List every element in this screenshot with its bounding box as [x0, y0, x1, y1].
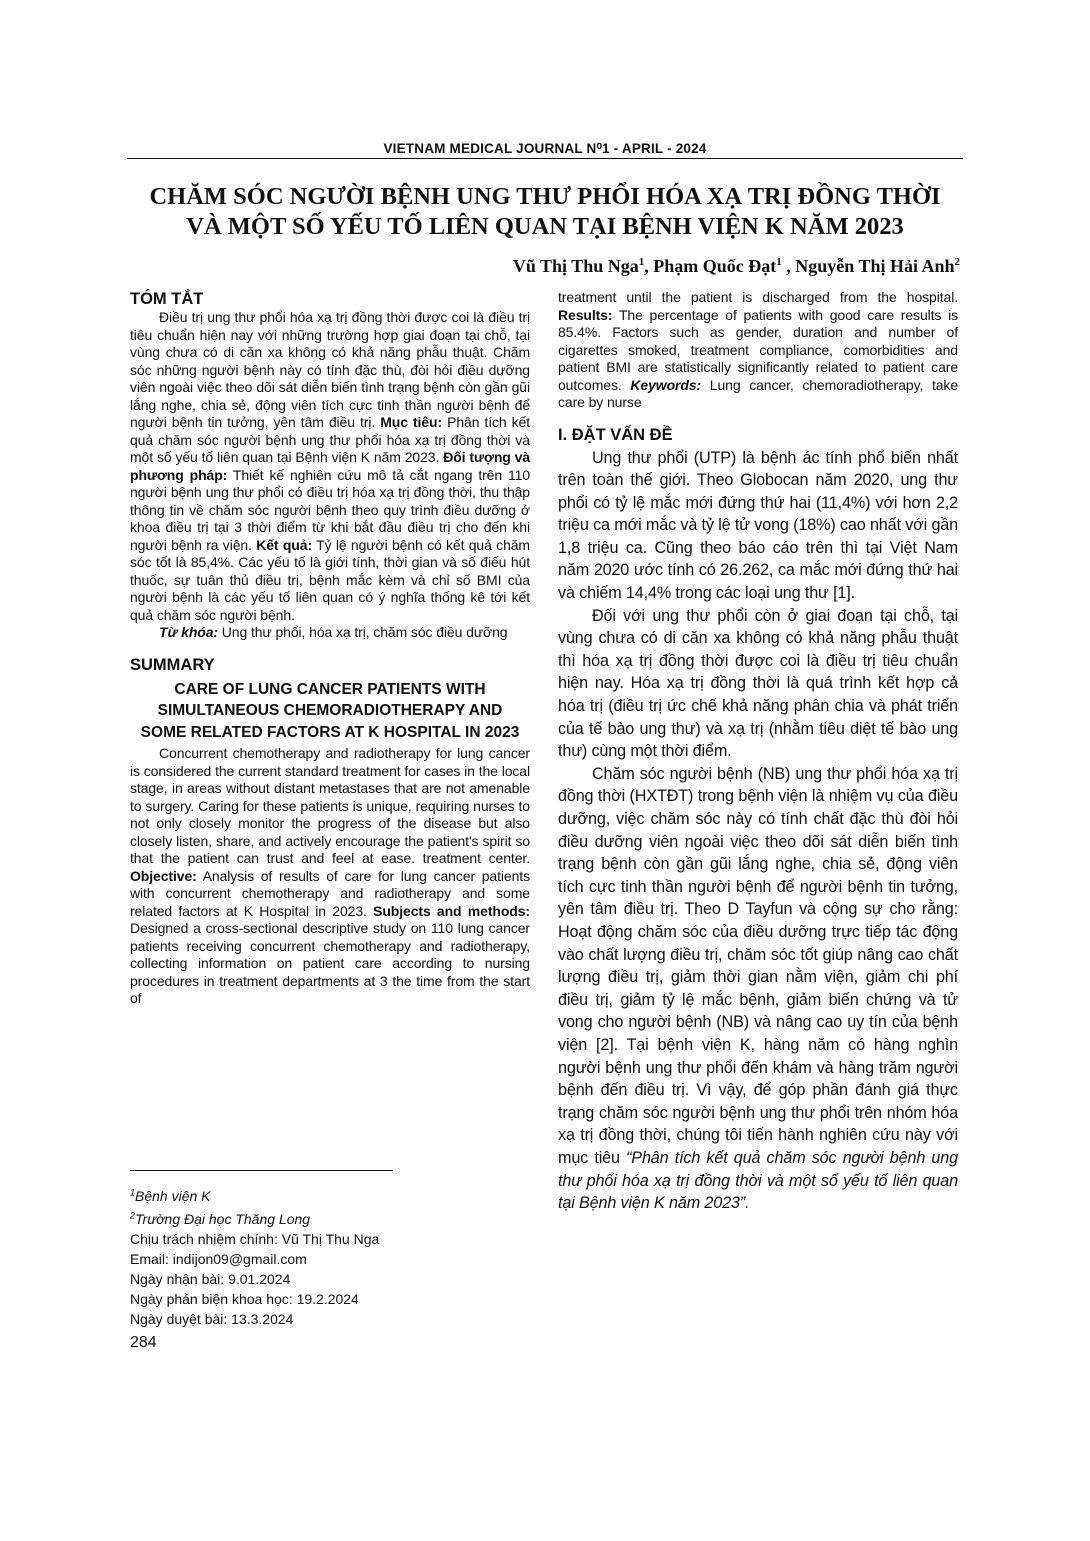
- summary-results-label: Results:: [558, 306, 613, 323]
- study-objective-quote: “Phân tích kết quả chăm sóc người bệnh ung thư phổi hóa xạ trị đồng thời và một số yếu tố liên quan tại Bệnh viện K năm 2023”.: [558, 1148, 958, 1213]
- page-number: 284: [130, 1334, 157, 1351]
- author-affiliation: 2: [954, 256, 960, 268]
- summary-methods-label: Subjects and methods:: [373, 902, 530, 919]
- keywords-vi: [130, 624, 530, 642]
- journal-header: VIETNAM MEDICAL JOURNAL N⁰1 - APRIL - 2024: [383, 141, 707, 156]
- title-line-2: VÀ MỘT SỐ YẾU TỐ LIÊN QUAN TẠI BỆNH VIỆN K NĂM 2023: [186, 213, 904, 240]
- footnote-received: Ngày nhận bài: 9.01.2024: [130, 1271, 291, 1288]
- objective-text: Phân tích kết quả chăm sóc người bệnh ung thư phổi hóa xạ trị đồng thời và một số yếu tố liên quan tại Bệnh viện K năm 2023.: [130, 414, 531, 465]
- author-name: Nguyễn Thị Hải Anh: [795, 256, 955, 276]
- abstract-vi-body: [130, 309, 530, 624]
- summary-keywords-label: Keywords:: [630, 376, 702, 393]
- summary-objective-label: Objective:: [130, 867, 197, 884]
- results-text: Tỷ lệ người bệnh có kết quả chăm sóc tốt là 85,4%. Các yếu tố là giới tính, thời gian và số điếu hút thuốc, sự tuân thủ điều trị, bệnh mắc kèm và chỉ số BMI của người bệnh là các yếu tố liên quan có ý nghĩa thống kê tới kết quả chăm sóc người bệnh.: [130, 536, 530, 623]
- title-line-1: CHĂM SÓC NGƯỜI BỆNH UNG THƯ PHỔI HÓA XẠ TRỊ ĐỒNG THỜI: [149, 183, 941, 210]
- footnote-reviewed: Ngày phản biện khoa học: 19.2.2024: [130, 1291, 359, 1308]
- footnote-affiliation-1: $^1$Bệnh viện K: [130, 1187, 211, 1204]
- header-rule: [127, 158, 963, 159]
- author-list: Vũ Thị Thu Nga$^1$, Phạm Quốc Đạt$^1$ , Nguyễn Thị Hải Anh$^2$: [512, 256, 960, 276]
- footnote-affiliation-2: $^2$Trường Đại học Thăng Long: [130, 1210, 311, 1228]
- results-label: Kết quả:: [256, 536, 313, 553]
- summary-results-text: The percentage of patients with good care results is 85.4%. Factors such as gender, duration and number of cigarettes smoked, treatment compliance, comorbidities and patient BMI are statistically significantly related to patient care outcomes.: [558, 306, 958, 393]
- intro-paragraph-2: Đối với ung thư phổi còn ở giai đoạn tại chỗ, tại vùng chưa có di căn xa không có khả năng phẫu thuật thì hóa xạ trị đồng thời được coi là điều trị tiêu chuẩn hiện nay. Hóa xạ trị đồng thời là quá trình kết hợp cả hóa trị (điều trị ức chế khả năng phân chia và phát triển của tế bào ung thư) và xạ trị (nhằm tiêu diệt tế bào ung thư) cùng một thời điểm.: [558, 606, 958, 761]
- summary-methods-continued: treatment until the patient is discharged from the hospital.: [558, 289, 958, 305]
- methods-text: Thiết kế nghiên cứu mô tả cắt ngang trên 110 người bệnh ung thư phổi có điều trị hóa xạ trị đồng thời, thu thập thông tin về chăm sóc người bệnh theo quy trình điều dưỡng ở khoa điều trị tại 3 thời điểm từ khi bắt đầu điều trị cho đến khi người bệnh ra viện.: [130, 466, 530, 553]
- author-name: Phạm Quốc Đạt: [653, 256, 777, 276]
- author-affiliation: 1: [776, 256, 782, 268]
- summary-body-right: [558, 289, 958, 412]
- keywords-vi-label: Từ khóa:: [159, 624, 218, 640]
- keywords-vi-text: Ung thư phổi, hóa xạ trị, chăm sóc điều dưỡng: [221, 624, 508, 640]
- intro-paragraph-3-text: Chăm sóc người bệnh (NB) ung thư phổi hóa xạ trị đồng thời (HXTĐT) trong bệnh viện là nhiệm vụ của điều dưỡng, việc chăm sóc này có tính chất đặc thù đòi hỏi điều dưỡng viên ngoài việc theo dõi sát diễn biến tình trạng bệnh còn gần gũi lắng nghe, chia sẻ, động viên tích cực tinh thần người bệnh để người bệnh tin tưởng, yên tâm điều trị. Theo D Tayfun và cộng sự cho rằng: Hoạt động chăm sóc của điều dưỡng trực tiếp tác động vào chất lượng điều trị, chăm sóc tốt giúp nâng cao chất lượng điều trị, giảm thời gian nằm viện, giảm chi phí điều trị, giảm tỷ lệ mắc bệnh, giảm biến chứng và tử vong cho người bệnh (NB) và nâng cao uy tín của bệnh viện [2]. Tại bệnh viện K, hàng năm có hàng nghìn người bệnh ung thư phổi đến khám và hàng trăm người bệnh đến điều trị. Vì vậy, để góp phần đánh giá thực trạng chăm sóc người bệnh ung thư phổi trên nhóm hóa xạ trị đồng thời, chúng tôi tiến hành nghiên cứu này với mục tiêu: [558, 764, 958, 1167]
- footnote-corresponding: Chịu trách nhiệm chính: Vũ Thị Thu Nga: [130, 1231, 380, 1248]
- footnote-rule: [130, 1170, 393, 1171]
- intro-paragraph-1: Ung thư phổi (UTP) là bệnh ác tính phổ biến nhất trên toàn thế giới. Theo Globocan năm 2020, ung thư phổi có tỷ lệ mắc mới đứng thứ hai (11,4%) với hơn 2,2 triệu ca mới mắc và tỷ lệ tử vong (18%) cao nhất với gần 1,8 triệu ca. Cũng theo báo cáo trên thì tại Việt Nam năm 2020 ước tính có 26.262, ca mắc mới đứng thứ hai và chiếm 14,4% trong các loại ung thư [1].: [558, 448, 958, 603]
- summary-title: CARE OF LUNG CANCER PATIENTS WITH SIMULTANEOUS CHEMORADIOTHERAPY AND SOME RELATED FACTORS AT K HOSPITAL IN 2023: [140, 680, 520, 741]
- left-column: [130, 290, 530, 1008]
- section-heading-intro: I. ĐẶT VẤN ĐỀ: [558, 425, 673, 444]
- footnote-email: Email: indijon09@gmail.com: [130, 1251, 307, 1268]
- abstract-vi-heading: TÓM TẮT: [130, 290, 204, 308]
- intro-paragraph-3: [558, 763, 958, 1215]
- summary-body-left: [130, 745, 530, 1008]
- author-affiliation: 1: [638, 256, 645, 268]
- right-column: [558, 289, 958, 1215]
- footnotes: [130, 1182, 530, 1329]
- summary-heading: SUMMARY: [130, 655, 215, 674]
- summary-objective-text: Analysis of results of care for lung cancer patients with concurrent chemotherapy and radiotherapy and some related factors at K Hospital in 2023.: [130, 867, 530, 919]
- summary-intro: Concurrent chemotherapy and radiotherapy for lung cancer is considered the current standard treatment for cases in the local stage, in areas without distant metastases that are not amenable to surgery. Caring for these patients is unique, requiring nurses to not only closely monitor the progress of the disease but also closely listen, share, and actively encourage the patient's spirit so that the patient can trust and feel at ease. treatment center.: [130, 745, 530, 866]
- article-title: [127, 182, 963, 242]
- methods-label: Đối tượng và phương pháp:: [130, 449, 531, 483]
- author-name: Vũ Thị Thu Nga: [512, 256, 639, 276]
- footnote-approved: Ngày duyệt bài: 13.3.2024: [130, 1311, 294, 1328]
- summary-methods-text: Designed a cross-sectional descriptive study on 110 lung cancer patients receiving concurrent chemotherapy and radiotherapy, collecting information on patient care according to nursing procedures in treatment departments at 3 the time from the start of: [130, 920, 530, 1006]
- abstract-vi-intro: Điều trị ung thư phổi hóa xạ trị đồng thời được coi là điều trị tiêu chuẩn hiện nay với những trường hợp giai đoạn tại chỗ, tại vùng chưa có di căn xa không có khả năng phẫu thuật. Chăm sóc những người bệnh này có tính đặc thù, đòi hỏi điều dưỡng viên ngoài việc theo dõi sát diễn biến tình trạng bệnh còn gần gũi lắng nghe, chia sẻ, động viên tích cực tinh thần người bệnh để người bệnh tin tưởng, yên tâm điều trị.: [130, 309, 530, 430]
- summary-keywords-text: Lung cancer, chemoradiotherapy, take care by nurse: [558, 376, 959, 410]
- objective-label: Mục tiêu:: [380, 414, 443, 430]
